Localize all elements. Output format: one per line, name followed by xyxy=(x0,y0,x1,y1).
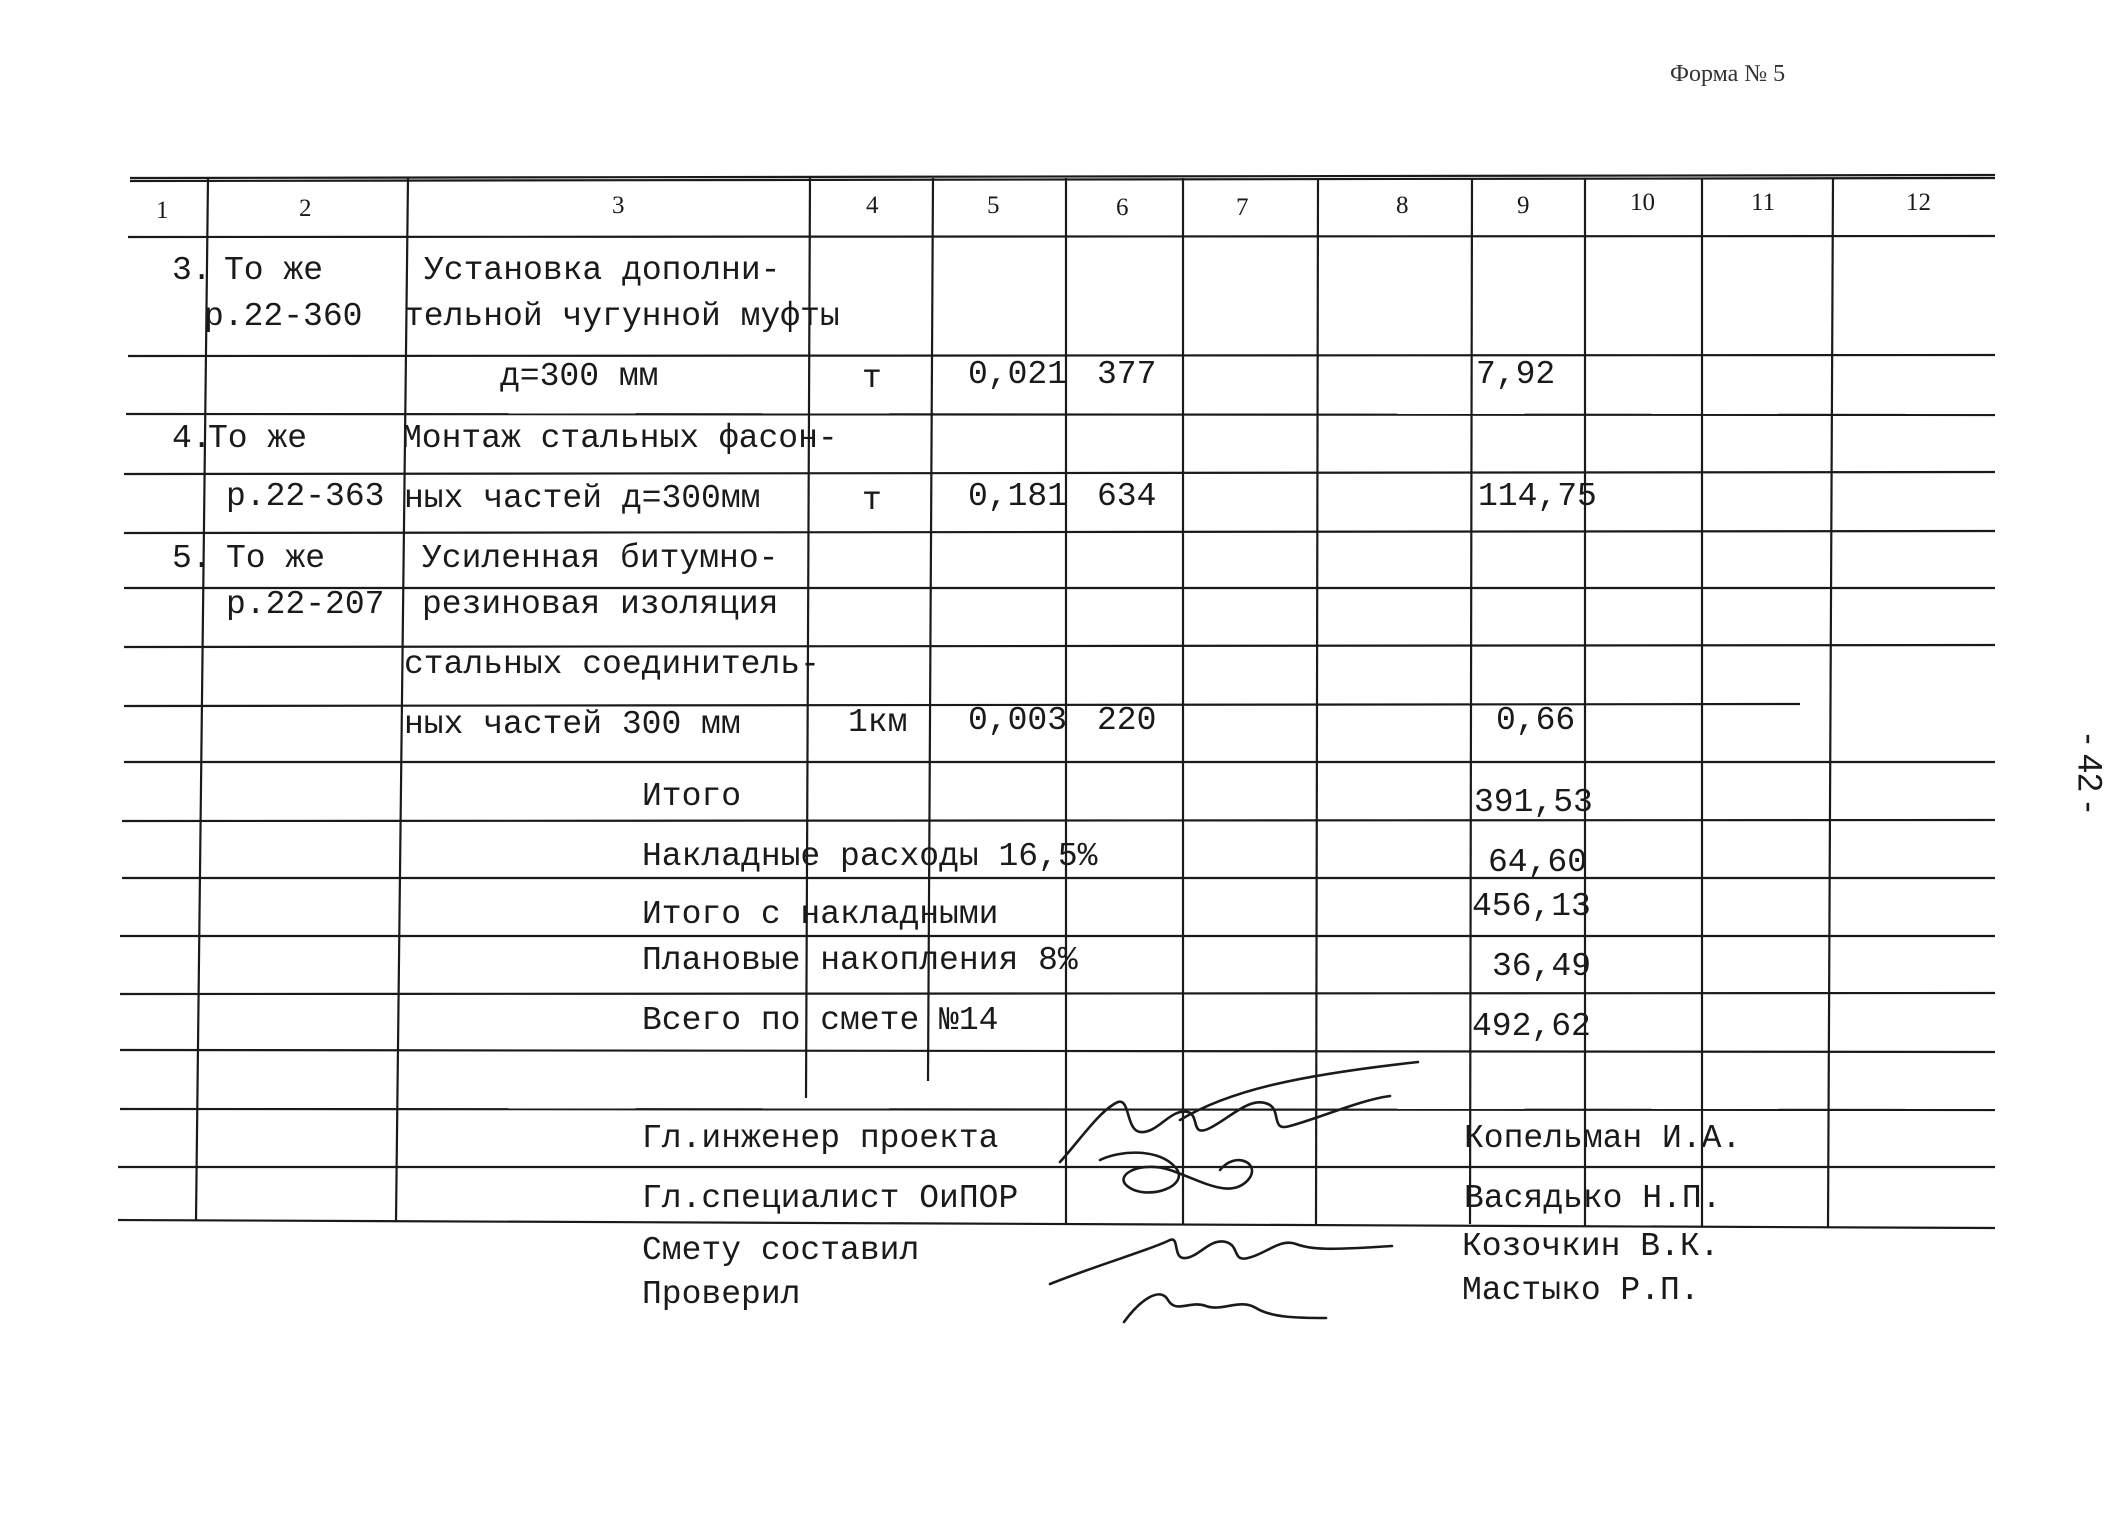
column-header-8: 8 xyxy=(1396,192,1409,219)
row-description: стальных соединитель- xyxy=(404,646,820,683)
row-reference: р.22-363 xyxy=(226,478,385,515)
signature-name: Козочкин В.К. xyxy=(1462,1228,1720,1265)
row-reference: То же xyxy=(226,540,326,577)
row-unit: т xyxy=(862,482,882,519)
totals-value: 391,53 xyxy=(1474,784,1593,821)
row-description: тельной чугунной муфты xyxy=(404,298,840,335)
totals-value: 456,13 xyxy=(1472,888,1591,925)
column-header-11: 11 xyxy=(1751,189,1776,216)
row-description: Усиленная битумно- xyxy=(422,540,779,577)
row-price: 220 xyxy=(1097,702,1157,739)
signature-role: Проверил xyxy=(642,1276,801,1313)
totals-label: Итого xyxy=(642,778,742,815)
row-number: 5. xyxy=(172,540,212,577)
column-header-6: 6 xyxy=(1116,194,1129,221)
signature-name: Васядько Н.П. xyxy=(1464,1180,1722,1217)
signature-name: Копельман И.А. xyxy=(1464,1120,1742,1157)
row-total: 7,92 xyxy=(1476,356,1556,393)
row-number: 3. xyxy=(172,252,212,289)
row-description: Монтаж стальных фасон- xyxy=(402,420,838,457)
row-description: д=300 мм xyxy=(500,358,659,395)
column-header-3: 3 xyxy=(612,192,625,219)
row-total: 114,75 xyxy=(1478,478,1597,515)
totals-label: Всего по смете №14 xyxy=(642,1002,999,1039)
totals-value: 64,60 xyxy=(1488,844,1588,881)
signature-role: Гл.специалист ОиПОР xyxy=(642,1180,1019,1217)
row-reference: р.22-207 xyxy=(226,586,385,623)
totals-value: 36,49 xyxy=(1492,948,1592,985)
row-quantity: 0,181 xyxy=(968,478,1068,515)
row-reference: То же xyxy=(208,420,308,457)
column-header-12: 12 xyxy=(1906,189,1931,216)
signature-name: Мастыко Р.П. xyxy=(1462,1272,1700,1309)
row-price: 634 xyxy=(1097,478,1157,515)
form-label: Форма № 5 xyxy=(1670,61,1786,87)
signature-role: Смету составил xyxy=(642,1232,920,1269)
row-price: 377 xyxy=(1097,356,1157,393)
column-header-10: 10 xyxy=(1630,189,1655,216)
column-header-4: 4 xyxy=(866,192,879,219)
column-header-2: 2 xyxy=(299,195,312,222)
row-description: ных частей д=300мм xyxy=(404,480,761,517)
row-reference: То же xyxy=(224,252,324,289)
signature-scribbles xyxy=(1050,1062,1418,1322)
signature-role: Гл.инженер проекта xyxy=(642,1120,999,1157)
totals-label: Накладные расходы 16,5% xyxy=(642,838,1098,875)
page-number: - 42 - xyxy=(2070,733,2109,813)
row-description: резиновая изоляция xyxy=(422,586,779,623)
row-number: 4. xyxy=(172,420,212,457)
column-header-5: 5 xyxy=(987,192,1000,219)
row-quantity: 0,003 xyxy=(968,702,1068,739)
column-header-1: 1 xyxy=(156,197,169,224)
row-description: Установка дополни- xyxy=(424,252,781,289)
totals-label: Итого с накладными xyxy=(642,896,999,933)
column-header-9: 9 xyxy=(1517,192,1530,219)
totals-value: 492,62 xyxy=(1472,1008,1591,1045)
row-quantity: 0,021 xyxy=(968,356,1068,393)
row-unit: т xyxy=(862,360,882,397)
row-reference: р.22-360 xyxy=(204,298,363,335)
totals-label: Плановые накопления 8% xyxy=(642,942,1078,979)
column-header-7: 7 xyxy=(1236,194,1249,221)
row-unit: 1км xyxy=(848,704,908,741)
row-description: ных частей 300 мм xyxy=(404,706,741,743)
row-total: 0,66 xyxy=(1496,702,1576,739)
